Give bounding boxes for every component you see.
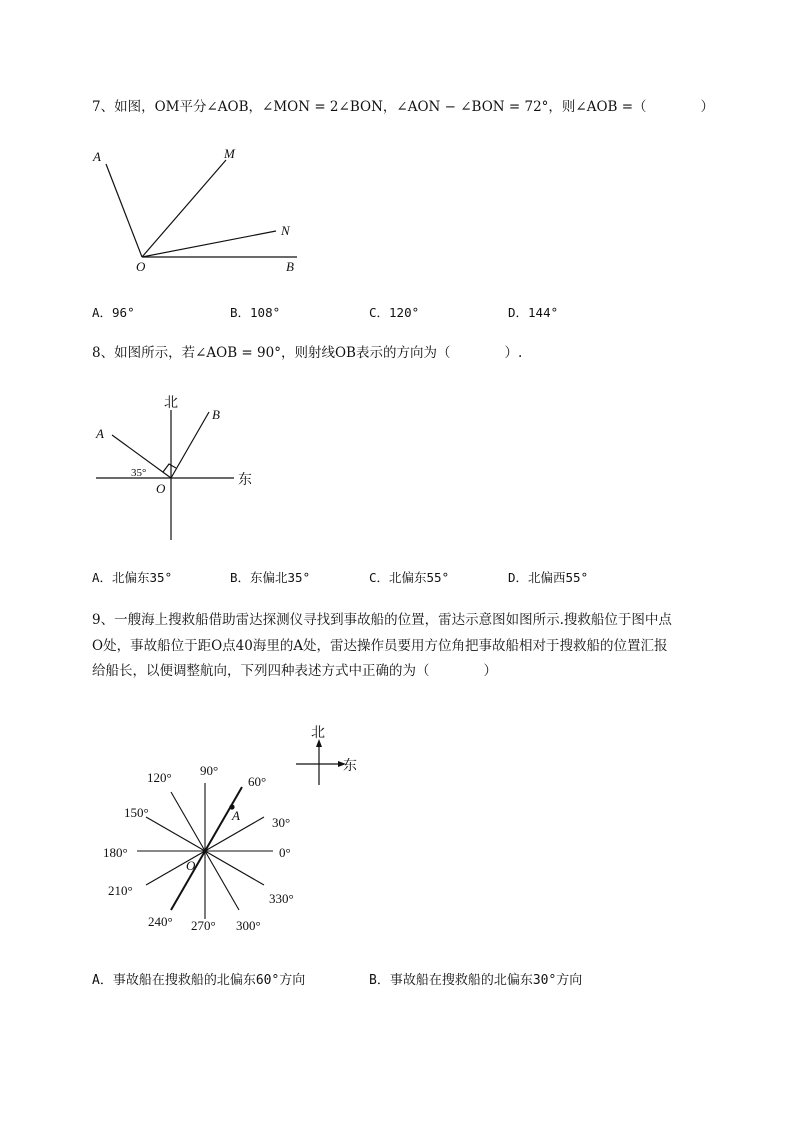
q8-stem: 8、如图所示，若∠AOB = 90°，则射线OB表示的方向为（ ）. xyxy=(92,345,523,361)
compass-north-label: 北 xyxy=(311,726,325,741)
label-n: N xyxy=(281,223,290,238)
q8-choice-d[interactable]: D．北偏西55° xyxy=(508,570,589,585)
label-b: B xyxy=(286,259,294,274)
q9-stem-line-3: 给船长，以便调整航向，下列四种表述方式中正确的为（ ） xyxy=(92,663,497,679)
label-0: 0° xyxy=(279,845,291,860)
label-30: 30° xyxy=(272,815,291,830)
q7-choice-a[interactable]: A．96° xyxy=(92,305,135,320)
label-150: 150° xyxy=(124,805,149,820)
label-180: 180° xyxy=(103,845,128,860)
label-b: B xyxy=(212,407,220,422)
label-o: O xyxy=(136,259,146,274)
q7-choice-b[interactable]: B．108° xyxy=(230,305,281,320)
label-o: O xyxy=(186,858,196,873)
label-north: 北 xyxy=(164,396,178,411)
label-a: A xyxy=(93,149,101,164)
label-a: A xyxy=(232,808,240,823)
q9-stem-line-1: 9、一艘海上搜救船借助雷达探测仪寻找到事故船的位置，雷达示意图如图所示.搜救船位于图中点 xyxy=(92,612,672,628)
label-a: A xyxy=(96,426,104,441)
label-270: 270° xyxy=(191,918,216,933)
q7-choice-c[interactable]: C．120° xyxy=(369,305,420,320)
q7-choice-d[interactable]: D．144° xyxy=(508,305,559,320)
q8-choice-a[interactable]: A．北偏东35° xyxy=(92,570,173,585)
q8-choice-c[interactable]: C．北偏东55° xyxy=(369,570,450,585)
label-240: 240° xyxy=(148,914,173,929)
label-210: 210° xyxy=(108,883,133,898)
q9-choice-a[interactable]: A．事故船在搜救船的北偏东60°方向 xyxy=(92,973,306,988)
label-330: 330° xyxy=(269,891,294,906)
q9-choice-b[interactable]: B．事故船在搜救船的北偏东30°方向 xyxy=(369,973,583,988)
compass-east-label: 东 xyxy=(343,759,357,774)
label-o: O xyxy=(156,481,166,496)
label-90: 90° xyxy=(200,763,219,778)
label-60: 60° xyxy=(248,774,267,789)
label-300: 300° xyxy=(236,918,261,933)
q8-choice-b[interactable]: B．东偏北35° xyxy=(230,570,311,585)
q9-stem-line-2: O处，事故船位于距O点40海里的A处，雷达操作员要用方位角把事故船相对于搜救船的位置汇报 xyxy=(92,638,668,654)
q7-stem: 7、如图，OM平分∠AOB，∠MON = 2∠BON，∠AON − ∠BON = 72°，则∠AOB =（ ） xyxy=(92,99,715,115)
label-m: M xyxy=(224,146,235,161)
label-120: 120° xyxy=(147,770,172,785)
label-angle: 35° xyxy=(131,467,147,479)
label-east: 东 xyxy=(238,473,252,488)
